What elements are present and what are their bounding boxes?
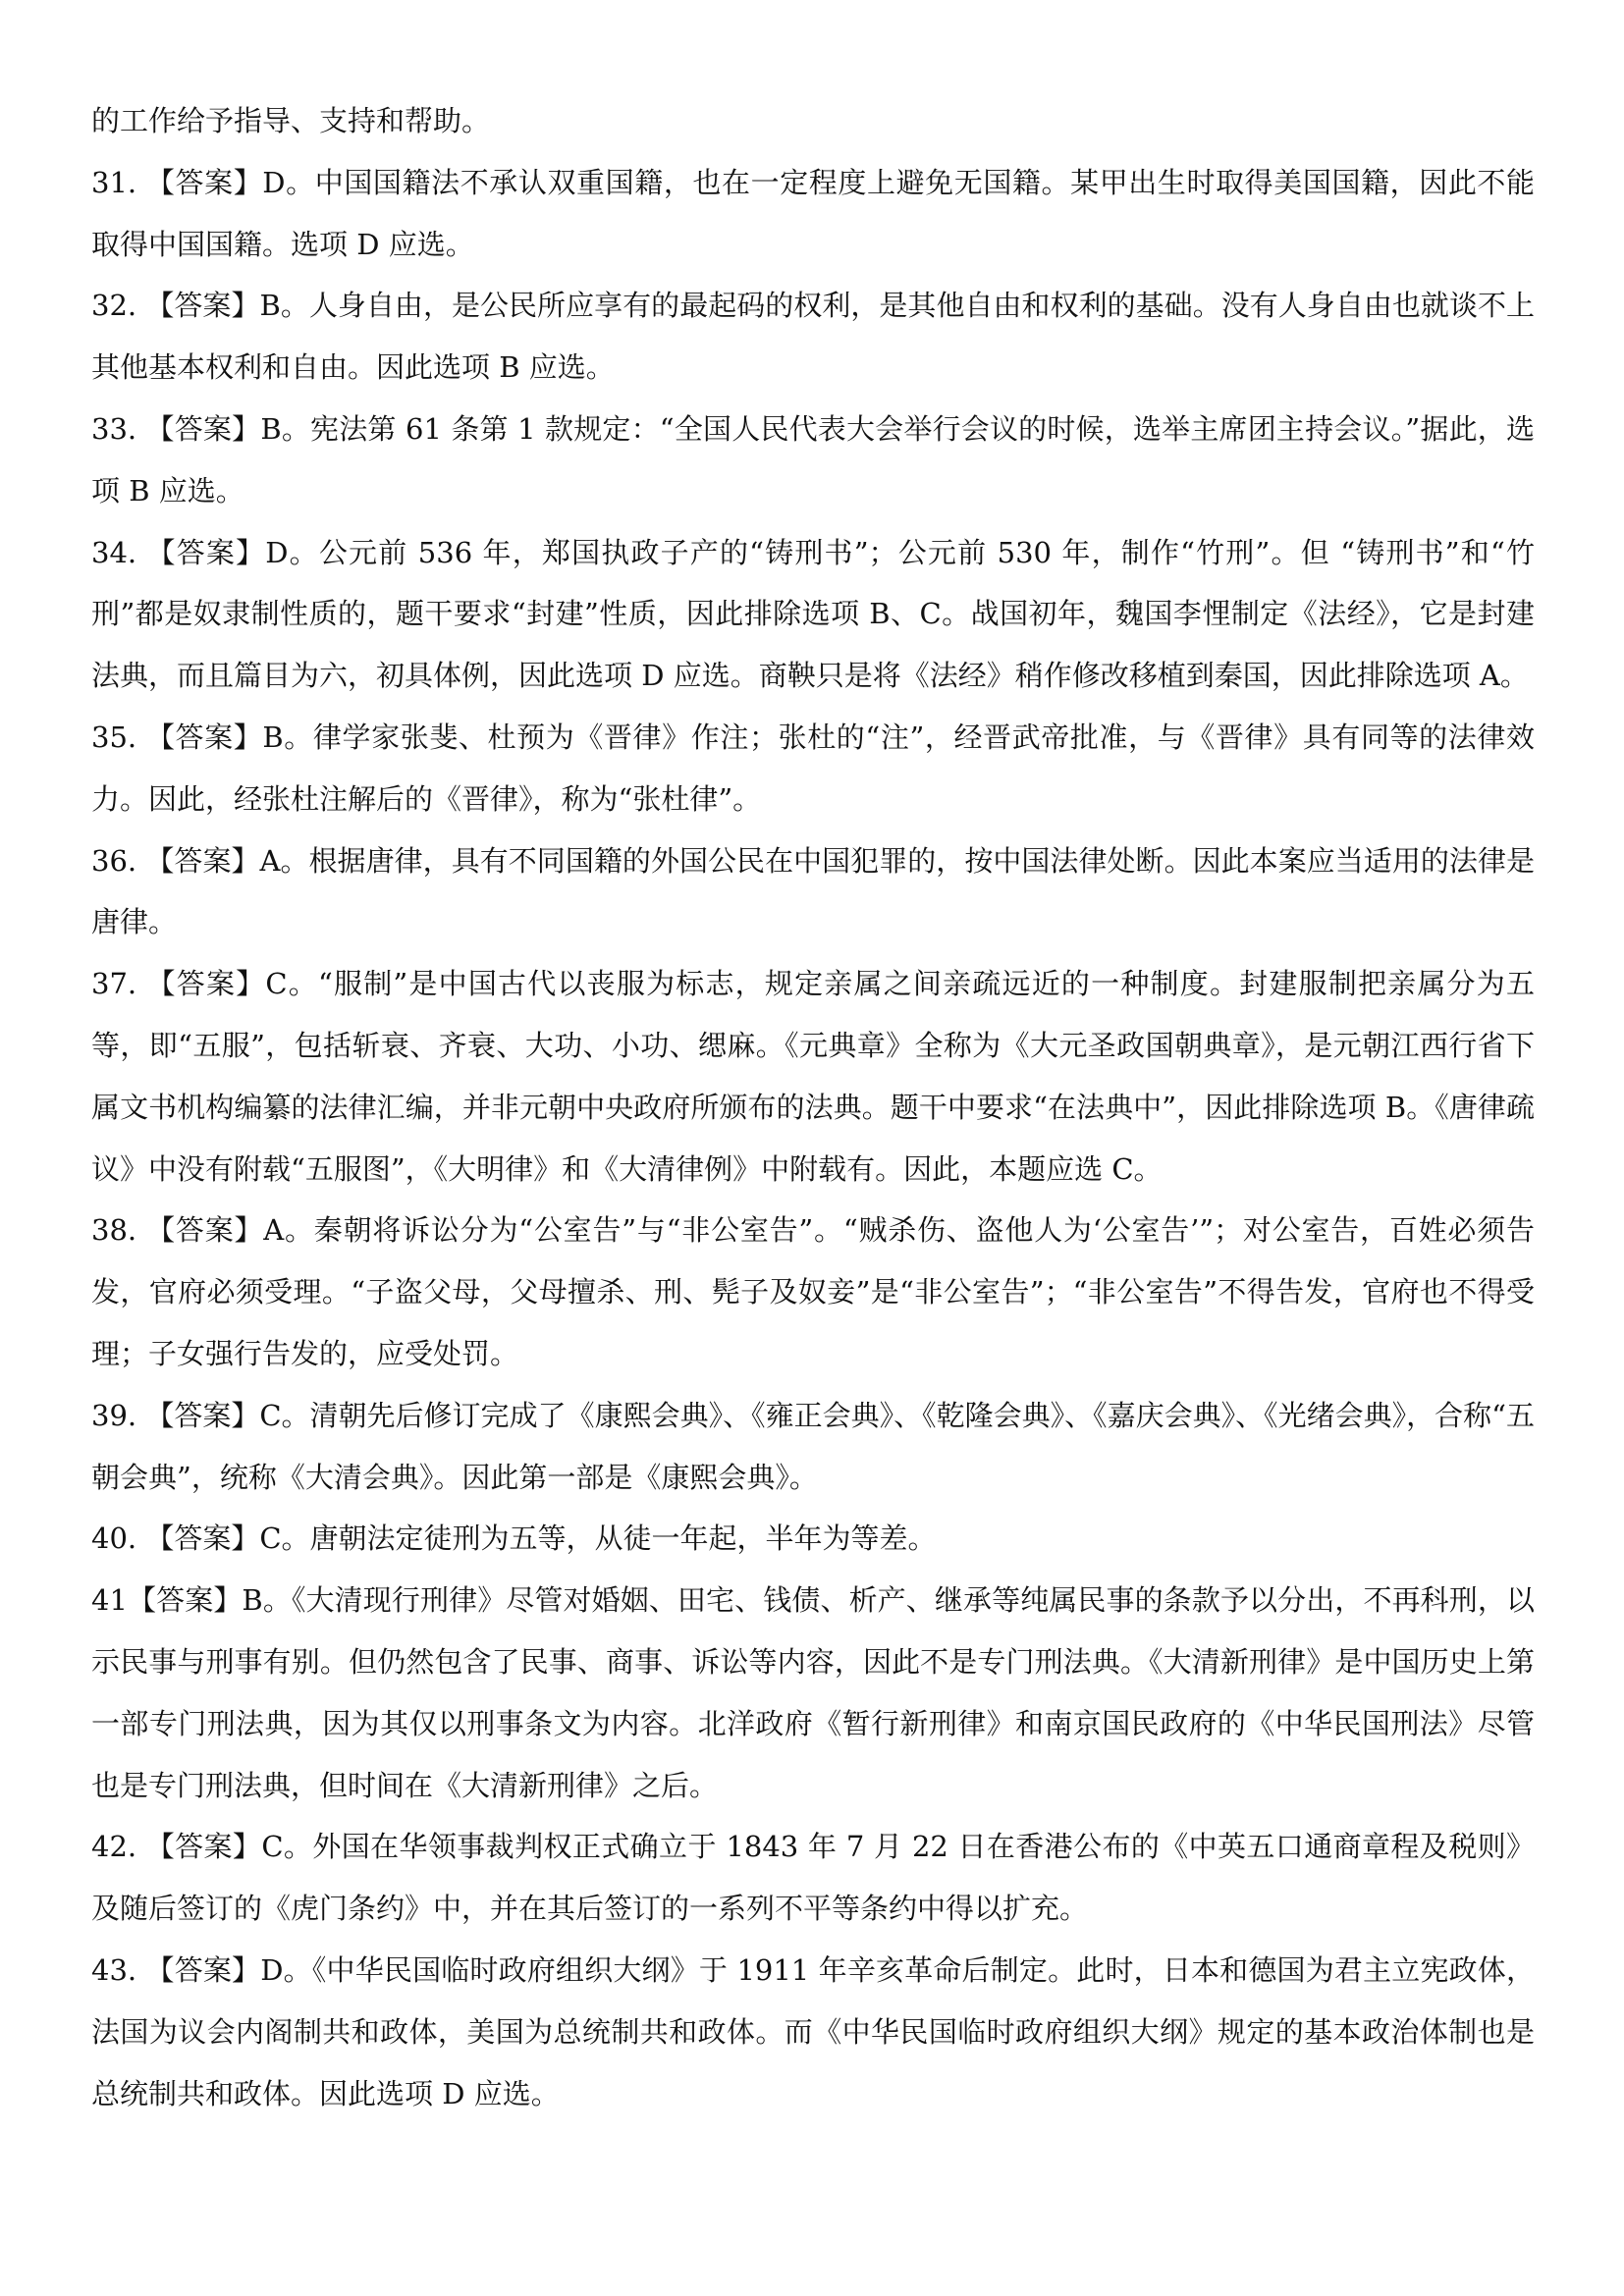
answer-33: 33. 【答案】B。宪法第 61 条第 1 款规定：“全国人民代表大会举行会议的时候，选举主席团主持会议。”据此，选项 B 应选。: [91, 411, 1535, 507]
answer-37: 37. 【答案】C。“服制”是中国古代以丧服为标志，规定亲属之间亲疏远近的一种制度。封建服制把亲属分为五等，即“五服”，包括斩衰、齐衰、大功、小功、缌麻。《元典章》全称为《大元圣政国朝典章》，是元朝江西行省下属文书机构编纂的法律汇编，并非元朝中央政府所颁布的法典。题干中要求“在法典中”，因此排除选项 B。《唐律疏议》中没有附载“五服图”，《大明律》和《大清律例》中附载有。因此，本题应选 C。: [91, 967, 1535, 1186]
answer-34: 34. 【答案】D。公元前 536 年，郑国执政子产的“铸刑书”；公元前 530 年，制作“竹刑”。但 “铸刑书”和“竹刑”都是奴隶制性质的，题干要求“封建”性质，因此排除选项 B、C。战国初年，魏国李悝制定《法经》，它是封建法典，而且篇目为六，初具体例，因此选项 D 应选。商鞅只是将《法经》稍作修改移植到秦国，因此排除选项 A。: [91, 535, 1535, 693]
answer-39: 39. 【答案】C。清朝先后修订完成了《康熙会典》、《雍正会典》、《乾隆会典》、《嘉庆会典》、《光绪会典》，合称“五朝会典”，统称《大清会典》。因此第一部是《康熙会典》。: [91, 1398, 1535, 1494]
answer-31: 31. 【答案】D。中国国籍法不承认双重国籍，也在一定程度上避免无国籍。某甲出生时取得美国国籍，因此不能取得中国国籍。选项 D 应选。: [91, 165, 1535, 261]
answer-41: 41【答案】B。《大清现行刑律》尽管对婚姻、田宅、钱债、析产、继承等纯属民事的条款予以分出，不再科刑，以示民事与刑事有别。但仍然包含了民事、商事、诉讼等内容，因此不是专门刑法典。《大清新刑律》是中国历史上第一部专门刑法典，因为其仅以刑事条文为内容。北洋政府《暂行新刑律》和南京国民政府的《中华民国刑法》尽管也是专门刑法典，但时间在《大清新刑律》之后。: [91, 1583, 1535, 1802]
answer-35: 35. 【答案】B。律学家张斐、杜预为《晋律》作注；张杜的“注”，经晋武帝批准，与《晋律》具有同等的法律效力。因此，经张杜注解后的《晋律》，称为“张杜律”。: [91, 720, 1535, 816]
answer-36: 36. 【答案】A。根据唐律，具有不同国籍的外国公民在中国犯罪的，按中国法律处断。因此本案应当适用的法律是唐律。: [91, 843, 1535, 939]
answer-42: 42. 【答案】C。外国在华领事裁判权正式确立于 1843 年 7 月 22 日在香港公布的《中英五口通商章程及税则》及随后签订的《虎门条约》中，并在其后签订的一系列不平等条约中得以扩充。: [91, 1830, 1535, 1926]
document-page: [91, 90, 1535, 2124]
paragraph-30-continuation: 的工作给予指导、支持和帮助。: [91, 104, 491, 137]
answer-43: 43. 【答案】D。《中华民国临时政府组织大纲》于 1911 年辛亥革命后制定。此时，日本和德国为君主立宪政体，法国为议会内阁制共和政体，美国为总统制共和政体。而《中华民国临时政府组织大纲》规定的基本政治体制也是总统制共和政体。因此选项 D 应选。: [91, 1952, 1535, 2110]
answer-32: 32. 【答案】B。人身自由，是公民所应享有的最起码的权利，是其他自由和权利的基础。没有人身自由也就谈不上其他基本权利和自由。因此选项 B 应选。: [91, 289, 1535, 385]
answer-40: 40. 【答案】C。唐朝法定徒刑为五等，从徒一年起，半年为等差。: [91, 1522, 937, 1556]
answer-38: 38. 【答案】A。秦朝将诉讼分为“公室告”与“非公室告”。“贼杀伤、盗他人为‘公室告’”；对公室告，百姓必须告发，官府必须受理。“子盗父母，父母擅杀、刑、髡子及奴妾”是“非公室告”；“非公室告”不得告发，官府也不得受理；子女强行告发的，应受处罚。: [91, 1213, 1535, 1370]
